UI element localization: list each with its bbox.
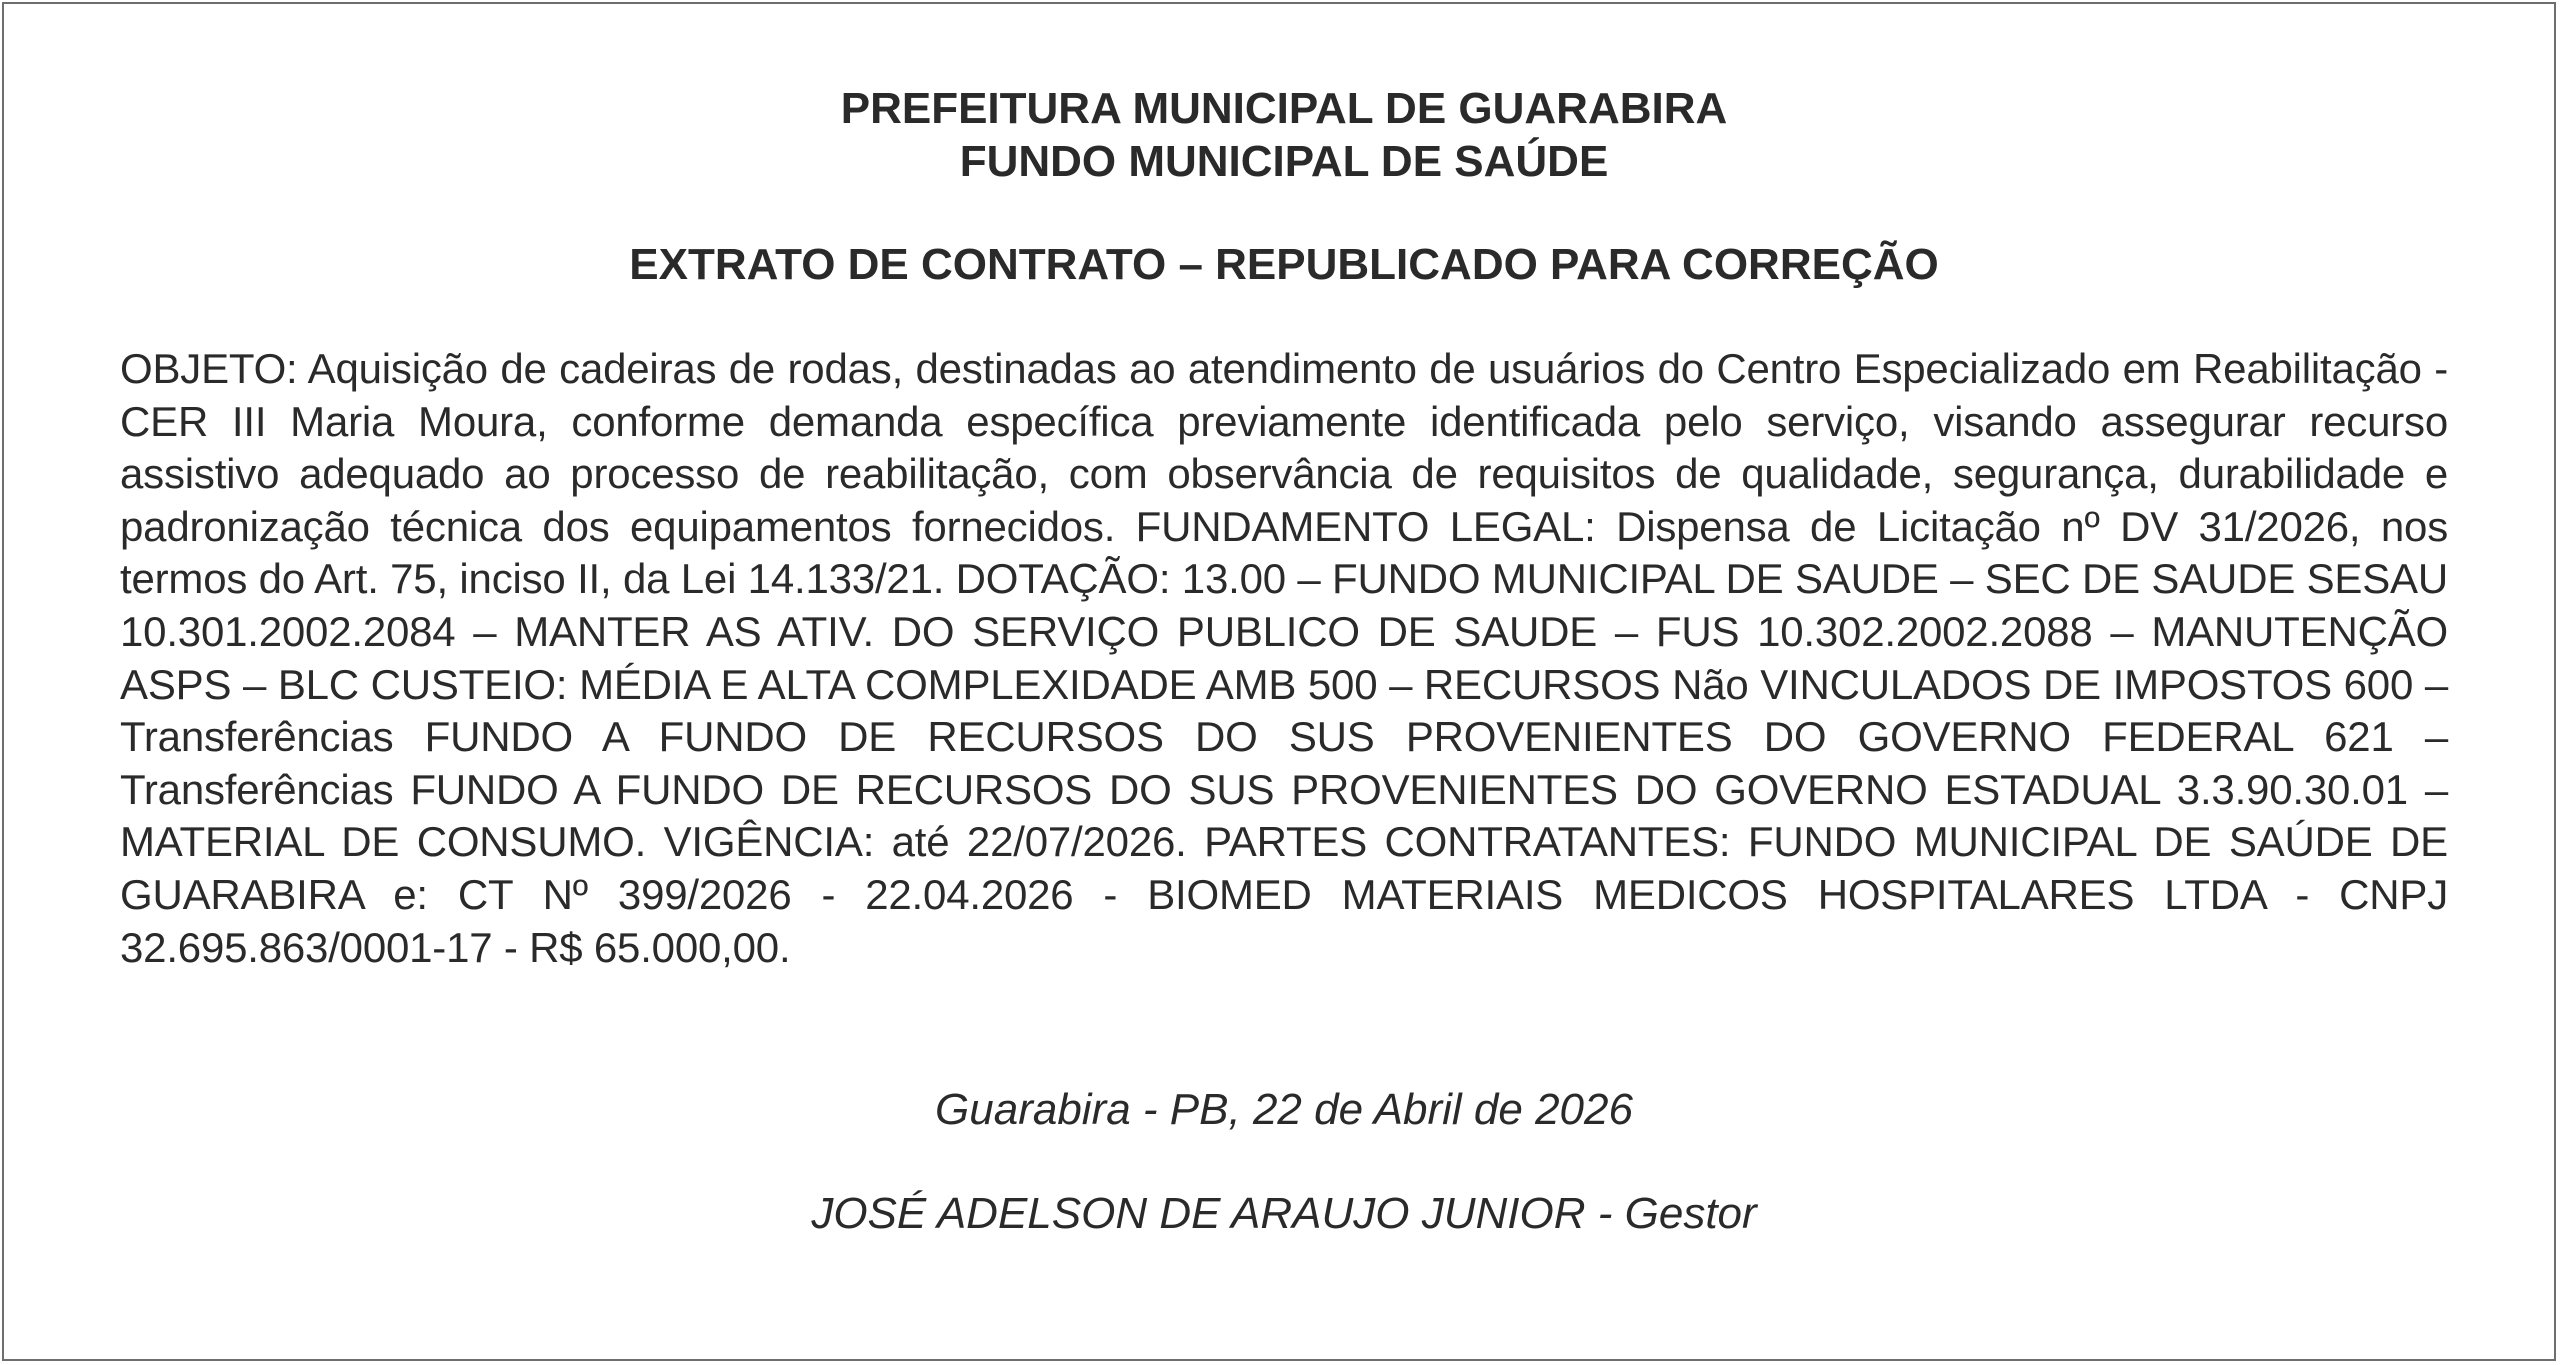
document-title: EXTRATO DE CONTRATO – REPUBLICADO PARA CORREÇÃO: [629, 240, 1939, 289]
document-frame: [2, 2, 2556, 1361]
contract-body-text: OBJETO: Aquisição de cadeiras de rodas, destinadas ao atendimento de usuários do Centro Especializado em Reabilitação - CER III Maria Moura, conforme demanda específica previamente identificada pelo serviço, visando assegurar recurso assistivo adequado ao processo de reabilitação, com observância de requisitos de qualidade, segurança, durabilidade e padronização técnica dos equipamentos fornecidos. FUNDAMENTO LEGAL: Dispensa de Licitação nº DV 31/2026, nos termos do Art. 75, inciso II, da Lei 14.133/21. DOTAÇÃO: 13.00 – FUNDO MUNICIPAL DE SAUDE – SEC DE SAUDE SESAU 10.301.2002.2084 – MANTER AS ATIV. DO SERVIÇO PUBLICO DE SAUDE – FUS 10.302.2002.2088 – MANUTENÇÃO ASPS – BLC CUSTEIO: MÉDIA E ALTA COMPLEXIDADE AMB 500 – RECURSOS Não VINCULADOS DE IMPOSTOS 600 – Transferências FUNDO A FUNDO DE RECURSOS DO SUS PROVENIENTES DO GOVERNO FEDERAL 621 – Transferências FUNDO A FUNDO DE RECURSOS DO SUS PROVENIENTES DO GOVERNO ESTADUAL 3.3.90.30.01 – MATERIAL DE CONSUMO. VIGÊNCIA: até 22/07/2026. PARTES CONTRATANTES: FUNDO MUNICIPAL DE SAÚDE DE GUARABIRA e: CT Nº 399/2026 - 22.04.2026 - BIOMED MATERIAIS MEDICOS HOSPITALARES LTDA - CNPJ 32.695.863/0001-17 - R$ 65.000,00.: [120, 345, 2448, 971]
place-and-date: Guarabira - PB, 22 de Abril de 2026: [935, 1085, 1633, 1135]
signature-line: JOSÉ ADELSON DE ARAUJO JUNIOR - Gestor: [811, 1189, 1757, 1239]
header-fund: FUNDO MUNICIPAL DE SAÚDE: [959, 137, 1609, 186]
header-municipality: PREFEITURA MUNICIPAL DE GUARABIRA: [840, 84, 1728, 133]
document-content: [120, 82, 2448, 1240]
